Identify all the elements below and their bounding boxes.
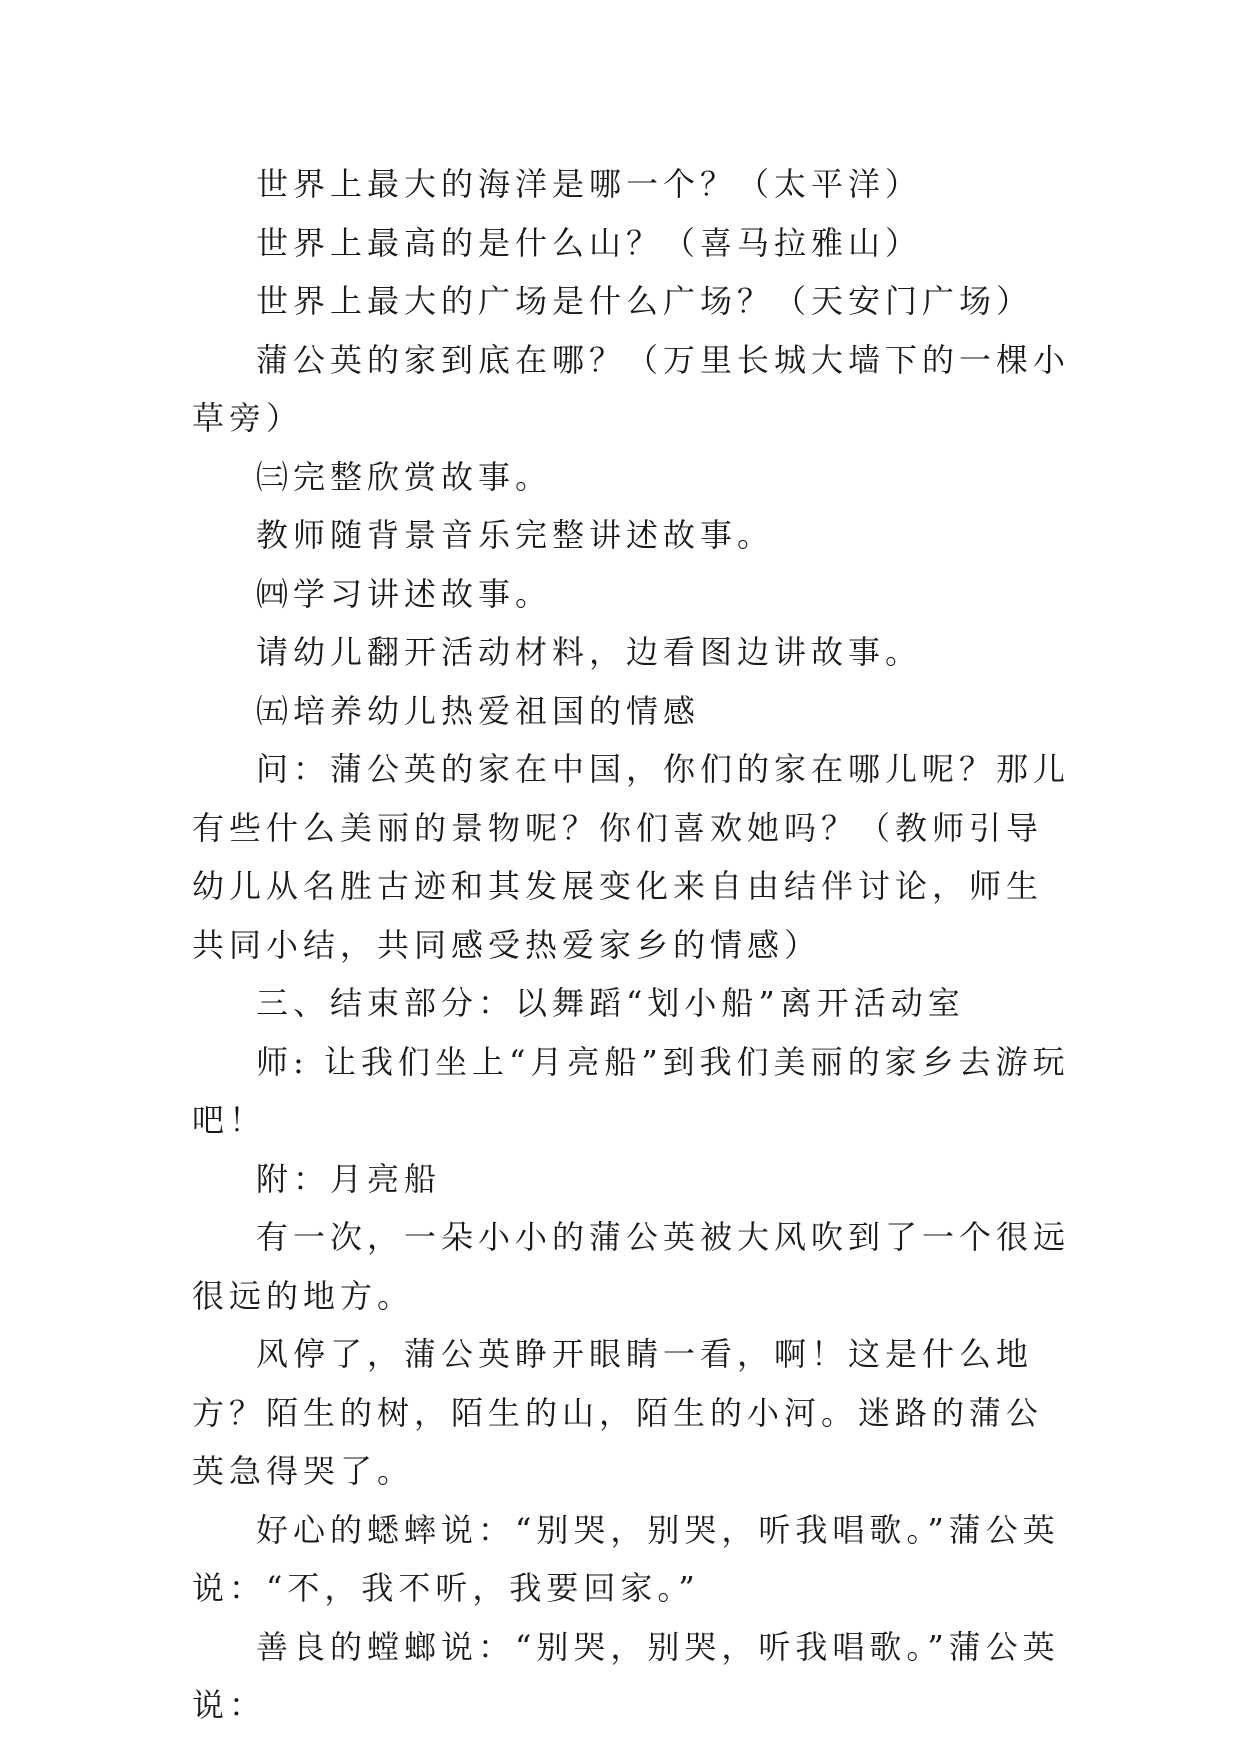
paragraph-teacher-story: 教师随背景音乐完整讲述故事。 <box>256 516 775 554</box>
story-paragraph-4: 善良的螳螂说：“别哭，别哭，听我唱歌。”蒲公英说： <box>192 1627 1060 1724</box>
paragraph-question-ocean: 世界上最大的海洋是哪一个？（太平洋） <box>256 165 923 203</box>
paragraph-question-home: 蒲公英的家到底在哪？（万里长城大墙下的一棵小草旁） <box>192 340 1071 437</box>
section-heading-3: ㈢完整欣赏故事。 <box>256 457 553 496</box>
section-heading-5: ㈤培养幼儿热爱祖国的情感 <box>256 691 701 730</box>
section-heading-ending: 三、结束部分：以舞蹈“划小船”离开活动室 <box>256 984 965 1022</box>
paragraph-question-square: 世界上最大的广场是什么广场？（天安门广场） <box>256 282 1034 320</box>
section-heading-4: ㈣学习讲述故事。 <box>256 574 553 613</box>
paragraph-children-story: 请幼儿翻开活动材料，边看图边讲故事。 <box>256 633 923 671</box>
document-body <box>192 155 1072 1735</box>
paragraph-teacher-line: 师: 让我们坐上“月亮船”到我们美丽的家乡去游玩吧！ <box>192 1042 1070 1139</box>
appendix-title: 附：月亮船 <box>256 1159 442 1198</box>
paragraph-question-mountain: 世界上最高的是什么山？（喜马拉雅山） <box>256 223 923 262</box>
story-paragraph-3: 好心的蟋蟀说：“别哭，别哭，听我唱歌。”蒲公英说：“不，我不听，我要回家。” <box>192 1510 1060 1607</box>
paragraph-discussion: 问：蒲公英的家在中国，你们的家在哪儿呢？那儿有些什么美丽的景物呢？你们喜欢她吗？（教师引导幼儿从名胜古迹和其发展变化来自由结伴讨论，师生共同小结，共同感受热爱家乡的情感） <box>192 750 1071 964</box>
story-paragraph-1: 有一次，一朵小小的蒲公英被大风吹到了一个很远很远的地方。 <box>192 1218 1071 1315</box>
story-paragraph-2: 风停了，蒲公英睁开眼睛一看，啊！这是什么地方？陌生的树，陌生的山，陌生的小河。迷路的蒲公英急得哭了。 <box>192 1335 1044 1490</box>
